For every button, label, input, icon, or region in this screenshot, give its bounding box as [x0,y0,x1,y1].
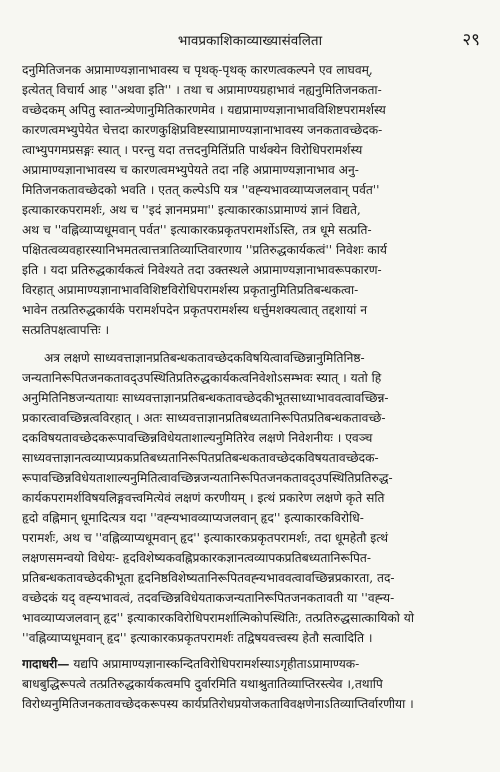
text-line: ''वह्निव्याप्यधूमवान् हृद'' इत्याकारकप्रकृतपरामर्शः तद्विषयवत्त्वस्य हेतौ सत्वादिति । [22,631,373,645]
text-line: त्वाभ्युपगमप्रसङ्गः स्यात् । परन्तु यदा तत्तदनुमितिंप्रति पार्थक्येन विरोधिपरामर्शस्य [22,143,363,157]
text-line: सत्प्रतिपक्षत्वापत्तिः । [22,323,110,337]
text-line: दनुमितिजनक अप्रामाण्यज्ञानाभावस्य च पृथक्-पृथक् कारणत्वकल्पने एव लाघवम्, [22,63,373,77]
text-line-remainder: यद्यपि अप्रामाण्यज्ञानास्कन्दितविरोधिपरामर्शस्याऽगृहीताऽप्रामाण्यक- [69,657,360,671]
paragraph-3-gadadhari [22,654,482,714]
page-number: २९ [462,30,480,50]
text-line: जन्यतानिरूपितजनकतावद्उपस्थितिप्रतिरुद्धकार्यकत्वनिवेशोऽसम्भवः स्यात् । यतो हि [22,371,382,385]
text-line: दकविषयतावच्छेदकरूपावच्छिन्नविधेयताशाल्यनुमितिरेव लक्षणे निवेशनीयः । एवञ्च [22,431,373,445]
text-line: अथ च ''वह्निव्याप्यधूमवान् पर्वत'' इत्याकारकप्रकृतपरामर्शोऽस्ति, तत्र धूमे सत्प्रति- [22,223,372,237]
text-line: हृदो वह्निमान् धूमादित्यत्र यदा ''वह्न्यभावव्याप्यजलवान् हृद'' इत्याकारकविरोधि- [22,511,364,525]
text-line: पक्षितत्वव्यवहारस्यानिभमतत्वात्तत्रातिव्याप्तिवारणाय ''प्रतिरुद्धकार्यकत्वं'' निवेशः कार्य [22,243,387,257]
text-line: अत्र लक्षणे साध्यवत्ताज्ञानप्रतिबन्धकतावच्छेदकविषयित्वावच्छिन्नानुमितिनिष्ठ- [44,351,365,365]
text-line [22,654,482,674]
text-line: इत्येतत् विचार्य आह ''अथवा इति'' । तथा च अप्रामाण्यग्रहाभावं नह्यनुमितिजनकता- [22,83,382,97]
text-line: इति । यदा प्रतिरुद्धकार्यकत्वं निवेश्यते तदा उक्तस्थले अप्रामाण्यज्ञानाभावरूपकारण- [22,263,382,277]
running-title: भावप्रकाशिकाव्याख्यासंवलिता [177,33,323,49]
paragraph-2 [22,348,482,648]
text-line: प्रतिबन्धकतावच्छेदकीभूता हृदनिष्ठविशेष्यतानिरूपितवह्न्यभाववत्वावच्छिन्नप्रकारता, तद- [22,571,395,585]
text-line: विरोध्यनुमितिजनकतावच्छेदकरूपस्य कार्यप्रतिरोधप्रयोजकताविवक्षणेनाऽतिव्याप्तिर्वारणीया । [22,697,414,711]
page-body [22,60,482,714]
page-header [0,0,500,54]
text-line: कार्यकपरामर्शविषयलिङ्गवत्त्वमित्येवं लक्षणं करणीयम् । इत्थं प्रकारेण लक्षणे कृते सति [22,491,385,505]
text-line: साध्यवत्ताज्ञानत्वव्याप्यप्रकप्रतिबध्यतानिरूपितप्रतिबन्धकतावच्छेदकविषयतावच्छेदक- [22,451,379,465]
text-line: लक्षणसमन्वयो विधेयः- हृदविशेष्यकवह्निप्रकारकज्ञानत्वव्यापकप्रतिबध्यतानिरूपित- [22,551,371,565]
paragraph-1 [22,60,482,340]
text-line: प्रकारत्वावच्छिन्नत्वविरहात् । अतः साध्यवत्ताज्ञानप्रतिबध्यतानिरूपितप्रतिबन्धकतावच्छे- [22,411,386,425]
text-line: अप्रामाण्यज्ञानाभावस्य च कारणत्वमभ्युपेयते तदा नहि अप्रामाण्यज्ञानाभाव अनु- [22,163,359,177]
text-line: अनुमितिनिष्ठजन्यतायाः साध्यवत्ताज्ञानप्रतिबन्धकतावच्छेदकीभूतसाध्याभाववत्वावच्छिन्न- [22,391,389,405]
text-line: वच्छेदकं यद् वह्न्यभावत्वं, तदवच्छिन्नविधेयताकजन्यतानिरूपितजनकतावती या ''वह्न्य- [22,591,395,605]
text-line: वच्छेदकम् अपितु स्वातन्त्र्येणानुमितिकारणमेव । यद्यप्रामाण्यज्ञानाभावविशिष्टपरामर्शस्य [22,103,386,117]
text-line: बाधबुद्धिरूपत्वे तत्प्रतिरुद्धकार्यकत्वमपि दुर्वारमिति यथाश्रुतातिव्याप्तिरस्त्येव ।,तथापि [22,677,383,691]
commentary-heading: गादाधरी— [22,657,70,671]
text-line: रूपावच्छिन्नविधेयताशाल्यनुमितित्वावच्छिन्नजन्यतानिरूपितजनकतावद्उपस्थितिप्रतिरुद्ध- [22,471,393,485]
text-line: भावव्याप्यजलवान् हृद'' इत्याकारकविरोधिपरामर्शात्मिकोपस्थितिः, तत्प्रतिरुद्धसात्कायिको यो [22,611,415,625]
text-line: इत्याकारकपरामर्शः, अथ च ''इदं ज्ञानमप्रमा'' इत्याकारकाऽप्रामाण्यं ज्ञानं विद्यते, [22,203,361,217]
text-line: विरहात् अप्रामाण्यज्ञानाभावविशिष्टविरोधिपरामर्शस्य प्रकृतानुमितिप्रतिबन्धकत्वा- [22,283,359,297]
text-line: कारणत्वमभ्युपेयेत चेत्तदा कारणकुक्षिप्रविष्टस्याप्रामाण्यज्ञानाभावस्य जनकतावच्छेदक- [22,123,383,137]
text-line: भावेन तत्प्रतिरुद्धकार्यके परामर्शपदेन प्रकृतपरामर्शस्य धर्त्तुमशक्यत्वात् तद्दशायां न [22,303,367,317]
text-line: परामर्शः, अथ च ''वह्निव्याप्यधूमवान् हृद'' इत्याकारकप्रकृतपरामर्शः, तदा धूमहेतौ इत्थं [22,531,389,545]
text-line: मितिजनकतावच्छेदको भवति । एतत् कल्पेऽपि यत्र ''वह्न्यभावव्याप्यजलवान् पर्वत'' [22,183,380,197]
